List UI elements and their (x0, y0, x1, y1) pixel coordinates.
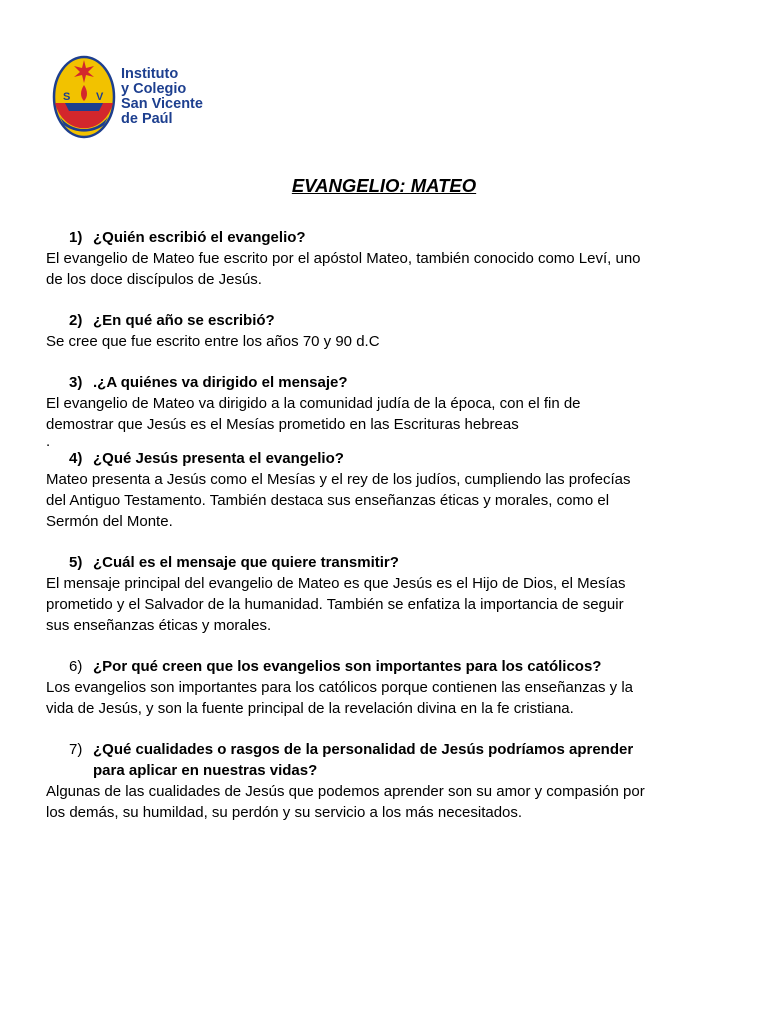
answer-line: Se cree que fue escrito entre los años 70 y 90 d.C (46, 333, 380, 350)
answer-line: del Antiguo Testamento. También destaca sus enseñanzas éticas y morales, como el (46, 492, 610, 509)
question-number: 7) (69, 741, 83, 758)
answer-line: de los doce discípulos de Jesús. (46, 271, 262, 288)
question-number: 1) (69, 229, 83, 246)
answer-line: El mensaje principal del evangelio de Mateo es que Jesús es el Hijo de Dios, el Mesías (46, 575, 626, 592)
questionnaire (46, 227, 736, 823)
question-4 (46, 448, 736, 469)
answer-trailing-dot: . (46, 433, 51, 450)
school-name-line: de Paúl (121, 111, 173, 127)
answer-line: El evangelio de Mateo fue escrito por el apóstol Mateo, también conocido como Leví, uno (46, 250, 641, 267)
question-text: ¿Por qué creen que los evangelios son importantes para los católicos? (93, 658, 602, 675)
question-3 (46, 372, 736, 393)
question-7 (46, 739, 736, 781)
school-logo (52, 55, 222, 139)
crest-letter-v: V (96, 91, 104, 103)
question-text: .¿A quiénes va dirigido el mensaje? (93, 374, 348, 391)
school-crest-icon (52, 55, 116, 139)
question-number: 2) (69, 312, 83, 329)
question-number: 6) (69, 658, 83, 675)
question-text: ¿Qué cualidades o rasgos de la personalidad de Jesús podríamos aprender (93, 741, 634, 758)
question-6 (46, 656, 736, 677)
question-number: 4) (69, 450, 83, 467)
question-text: ¿Quién escribió el evangelio? (93, 229, 306, 246)
page-title: EVANGELIO: MATEO (291, 175, 477, 196)
school-name (121, 67, 203, 127)
question-text: ¿Cuál es el mensaje que quiere transmitir? (93, 554, 399, 571)
question-2 (46, 310, 736, 331)
school-name-line: Instituto (121, 66, 179, 82)
question-number: 3) (69, 374, 83, 391)
question-text: ¿En qué año se escribió? (93, 312, 275, 329)
crest-letter-s: S (63, 91, 71, 103)
school-name-line: San Vicente (121, 96, 203, 112)
question-1 (46, 227, 736, 248)
question-5 (46, 552, 736, 573)
answer-line: sus enseñanzas éticas y morales. (46, 617, 272, 634)
school-name-line: y Colegio (121, 81, 187, 97)
answer-line: prometido y el Salvador de la humanidad. También se enfatiza la importancia de seguir (46, 596, 624, 613)
answer-line: Sermón del Monte. (46, 513, 173, 530)
answer-line: vida de Jesús, y son la fuente principal de la revelación divina en la fe cristiana. (46, 700, 574, 717)
question-number: 5) (69, 554, 83, 571)
question-text-continued: para aplicar en nuestras vidas? (93, 762, 318, 779)
answer-line: Algunas de las cualidades de Jesús que podemos aprender son su amor y compasión por (46, 783, 645, 800)
answer-line: Mateo presenta a Jesús como el Mesías y el rey de los judíos, cumpliendo las profecías (46, 471, 631, 488)
answer-line: El evangelio de Mateo va dirigido a la comunidad judía de la época, con el fin de (46, 395, 581, 412)
answer-line: Los evangelios son importantes para los católicos porque contienen las enseñanzas y la (46, 679, 634, 696)
answer-line: demostrar que Jesús es el Mesías prometido en las Escrituras hebreas (46, 416, 519, 433)
question-text: ¿Qué Jesús presenta el evangelio? (93, 450, 344, 467)
answer-line: los demás, su humildad, su perdón y su servicio a los más necesitados. (46, 804, 523, 821)
